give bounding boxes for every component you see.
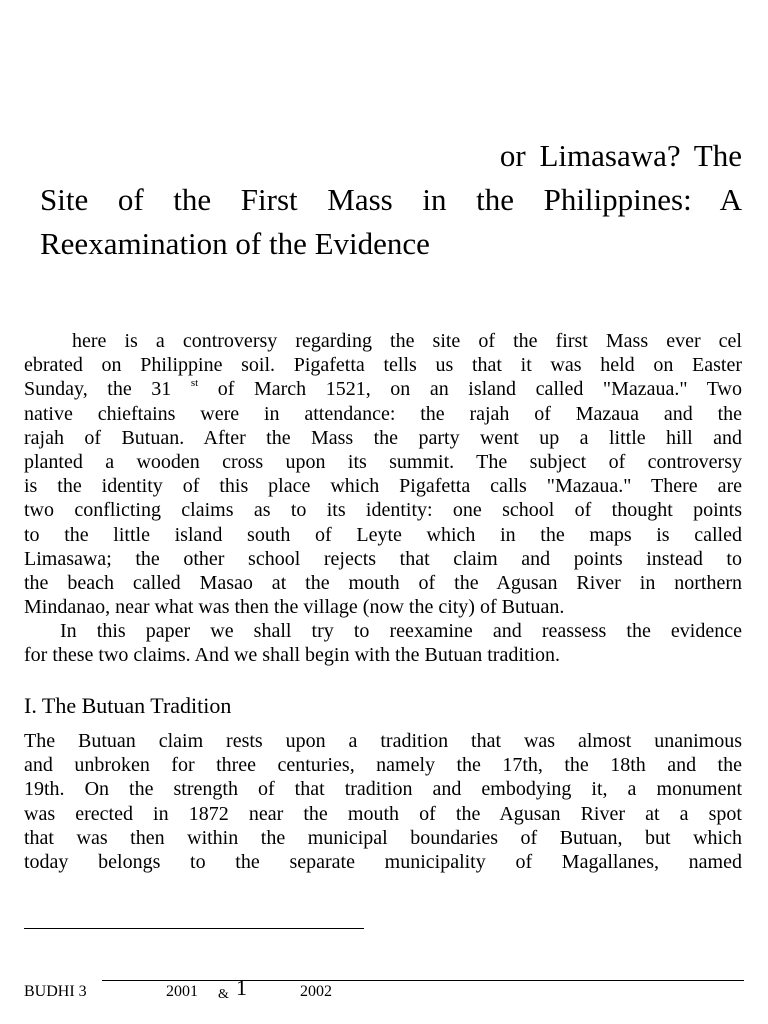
- text-line: the beach called Masao at the mouth of the Agusan River in northern: [24, 571, 742, 594]
- text-line: here is a controversy regarding the site of the first Mass ever cel: [72, 330, 742, 352]
- text-line: for these two claims. And we shall begin with the Butuan tradition.: [24, 644, 561, 667]
- text-line: Mindanao, near what was then the village (now the city) of Butuan.: [24, 596, 565, 619]
- text-line: native chieftains were in attendance: the rajah of Mazaua and the: [24, 402, 742, 425]
- article-title-line-3: Reexamination of the Evidence: [40, 226, 430, 261]
- text-line: planted a wooden cross upon its summit. The subject of controversy: [24, 450, 742, 473]
- text-line: and unbroken for three centuries, namely the 17th, the 18th and the: [24, 754, 742, 777]
- section-paragraph: [24, 729, 742, 874]
- article-title-line-2: Site of the First Mass in the Philippines: A: [40, 182, 742, 217]
- footer-year-end: 2002: [300, 983, 332, 1000]
- text-line: that was then within the municipal boundaries of Butuan, but which: [24, 826, 742, 849]
- text-line: was erected in 1872 near the mouth of the Agusan River at a spot: [24, 802, 742, 825]
- ordinal-superscript: st: [190, 377, 199, 390]
- footer-divider: [102, 980, 744, 981]
- text-line: Limasawa; the other school rejects that claim and points instead to: [24, 547, 742, 570]
- footer-year-start: 2001: [166, 983, 198, 1000]
- footer-journal-name: BUDHI 3: [24, 983, 87, 1000]
- footer-ampersand: &: [218, 987, 229, 1002]
- text-line: 19th. On the strength of that tradition and embodying it, a monument: [24, 778, 742, 801]
- section-heading: I. The Butuan Tradition: [24, 693, 232, 718]
- article-title-line-1: or Limasawa? The: [499, 138, 742, 173]
- text-line: rajah of Butuan. After the Mass the party went up a little hill and: [24, 426, 742, 449]
- text-line: In this paper we shall try to reexamine and reassess the evidence: [60, 620, 742, 643]
- intro-paragraph: [24, 329, 742, 668]
- text-line: today belongs to the separate municipality of Magallanes, named: [24, 850, 742, 873]
- footer-issue-number: 1: [236, 975, 247, 1000]
- text-fragment: Sunday, the 31: [24, 378, 191, 401]
- text-line: is the identity of this place which Pigafetta calls "Mazaua." There are: [24, 475, 742, 498]
- text-line: The Butuan claim rests upon a tradition that was almost unanimous: [24, 730, 742, 752]
- text-line: [24, 377, 742, 401]
- text-line: to the little island south of Leyte which in the maps is called: [24, 523, 742, 546]
- text-fragment: of March 1521, on an island called "Mazaua." Two: [217, 378, 742, 401]
- footnote-divider: [24, 928, 364, 929]
- text-line: ebrated on Philippine soil. Pigafetta tells us that it was held on Easter: [24, 354, 742, 377]
- text-line: two conflicting claims as to its identity: one school of thought points: [24, 499, 742, 522]
